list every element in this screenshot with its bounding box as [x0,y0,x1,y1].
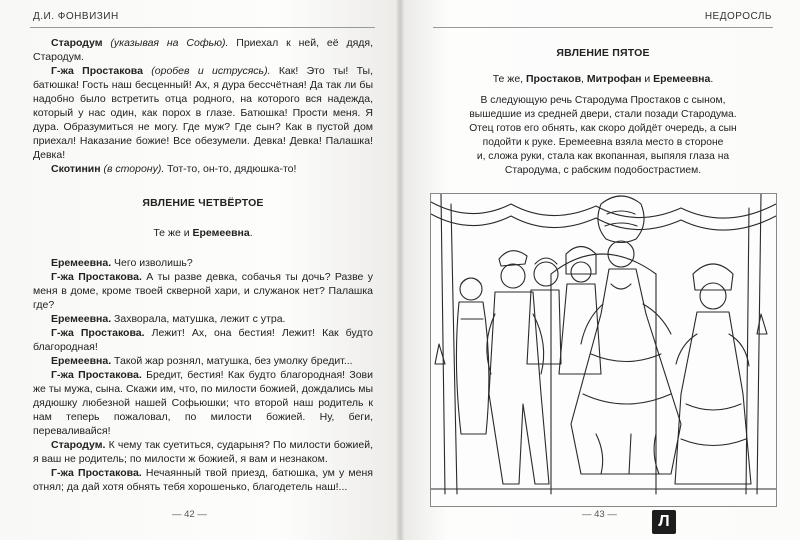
stage-direction-line: и, сложа руки, стала как вкопанная, выпяля глаза на [476,151,730,162]
header-rule-right [433,27,773,28]
stage-direction: (оробев и иструсясь). [151,65,271,77]
speaker-name: Еремеевна. [51,257,112,269]
cast-separator: и [641,73,654,85]
cast-name: Еремеевна [192,227,250,239]
speaker-name: Г-жа Простакова. [51,327,145,339]
stage-direction: (в сторону). [103,163,165,175]
cast-suffix: . [710,73,714,85]
page-number-right: — 43 — [582,509,617,520]
running-header-author: Д.И. ФОНВИЗИН [33,11,119,22]
dialogue-text: Бредит, бестия! Как будто благородная! Зови же ты мужа, сына. Скажи им, что, по милости божией, дождались мы дядюшку любезной нашей Софьюшки; что второй наш родитель к нам теперь пожаловал, по милости божией. Ну, беги, переваливайся! [33,369,373,437]
stage-direction-line: подойти к руке. Еремеевна взяла место в стороне [482,137,724,148]
dialogue-text: Чего изволишь? [111,257,193,269]
dialogue-line [33,354,373,368]
speaker-name: Г-жа Простакова [51,65,143,77]
dialogue-line [33,270,373,312]
speaker-name: Еремеевна. [51,313,112,325]
header-rule-left [30,27,375,28]
speaker-name: Стародум. [51,439,106,451]
dialogue-text: Лежит! Ах, она бестия! Лежит! Как будто благородная! [33,327,373,353]
cast-name: Еремеевна [653,73,711,85]
stage-direction-line: Стародума, с рабским подобострастием. [504,165,702,176]
illustration-drawing [431,194,776,506]
dialogue-line [33,312,373,326]
dialogue-line [33,162,373,176]
cast-name: Митрофан [586,73,642,85]
speaker-name: Стародум [51,37,103,49]
dialogue-text: Тот-то, он-то, дядюшка-то! [164,163,297,175]
book-gutter [396,0,404,540]
speaker-name: Г-жа Простакова. [51,271,142,283]
page-number-left: — 42 — [172,509,207,520]
speaker-name: Скотинин [51,163,101,175]
dialogue-line [33,256,373,270]
cast-list-fifth [436,72,770,86]
cast-separator: , [581,73,587,85]
cast-suffix: . [249,227,253,239]
scene-heading-fifth: ЯВЛЕНИЕ ПЯТОЕ [556,47,650,59]
dialogue-line [33,368,373,438]
speaker-name: Г-жа Простакова. [51,467,142,479]
stage-direction-line: В следующую речь Стародума Простаков с сыном, [480,95,726,106]
dialogue-line [33,64,373,162]
cast-name: Простаков [526,73,582,85]
cast-prefix: Те же и [153,227,193,239]
dialogue-text: А ты разве девка, собачья ты дочь? Разве у меня в доме, кроме твоей скверной хари, и служанок нет? Палашка где? [33,271,373,311]
speaker-name: Г-жа Простакова. [51,369,142,381]
dialogue-line [33,438,373,466]
cast-prefix: Те же, [492,73,526,85]
dialogue-line [33,36,373,64]
stage-direction: (указывая на Софью). [110,37,229,49]
dialogue-line [33,326,373,354]
right-page-text [436,36,770,178]
stage-direction-line: вышедшие из средней двери, стали позади Стародума. [469,109,737,120]
left-page-text [33,36,373,494]
running-header-title: НЕДОРОСЛЬ [704,11,772,22]
dialogue-text: Такой жар рознял, матушка, без умолку бредит... [111,355,353,367]
publisher-logo: Л [652,510,676,534]
dialogue-text: Приехал к ней, её дядя, Стародум. [33,37,373,63]
dialogue-text: Нечаянный твой приезд, батюшка, ум у меня отнял; да дай хотя обнять тебя хорошенько, благодетель наш!... [33,467,373,493]
stage-direction-line: Отец готов его обнять, как скоро дойдёт очередь, а сын [469,123,737,134]
dialogue-line [33,466,373,494]
speaker-name: Еремеевна. [51,355,112,367]
dialogue-text: К чему так суетиться, сударыня? По милости божией, я ваш не родитель; по милости ж божией, я вам и незнаком. [33,439,373,465]
scene-heading-fourth: ЯВЛЕНИЕ ЧЕТВЁРТОЕ [142,197,264,209]
dialogue-text: Как! Это ты! Ты, батюшка! Гость наш бесценный! Ах, я дура бессчётная! Да так ли бы надобно было встретить отца родного, на которого вся надежда, который у нас один, как порох в глазе. Батюшка! Прости меня. Я дура. Образумиться не могу. Где муж? Где сын? Как в пустой дом приехал! Наказание божие! Все обезумели. Девка! Девка! Палашка! Девка! [33,65,374,161]
cast-list-fourth [33,226,373,240]
scene-illustration [430,193,777,507]
dialogue-text: Захворала, матушка, лежит с утра. [111,313,286,325]
